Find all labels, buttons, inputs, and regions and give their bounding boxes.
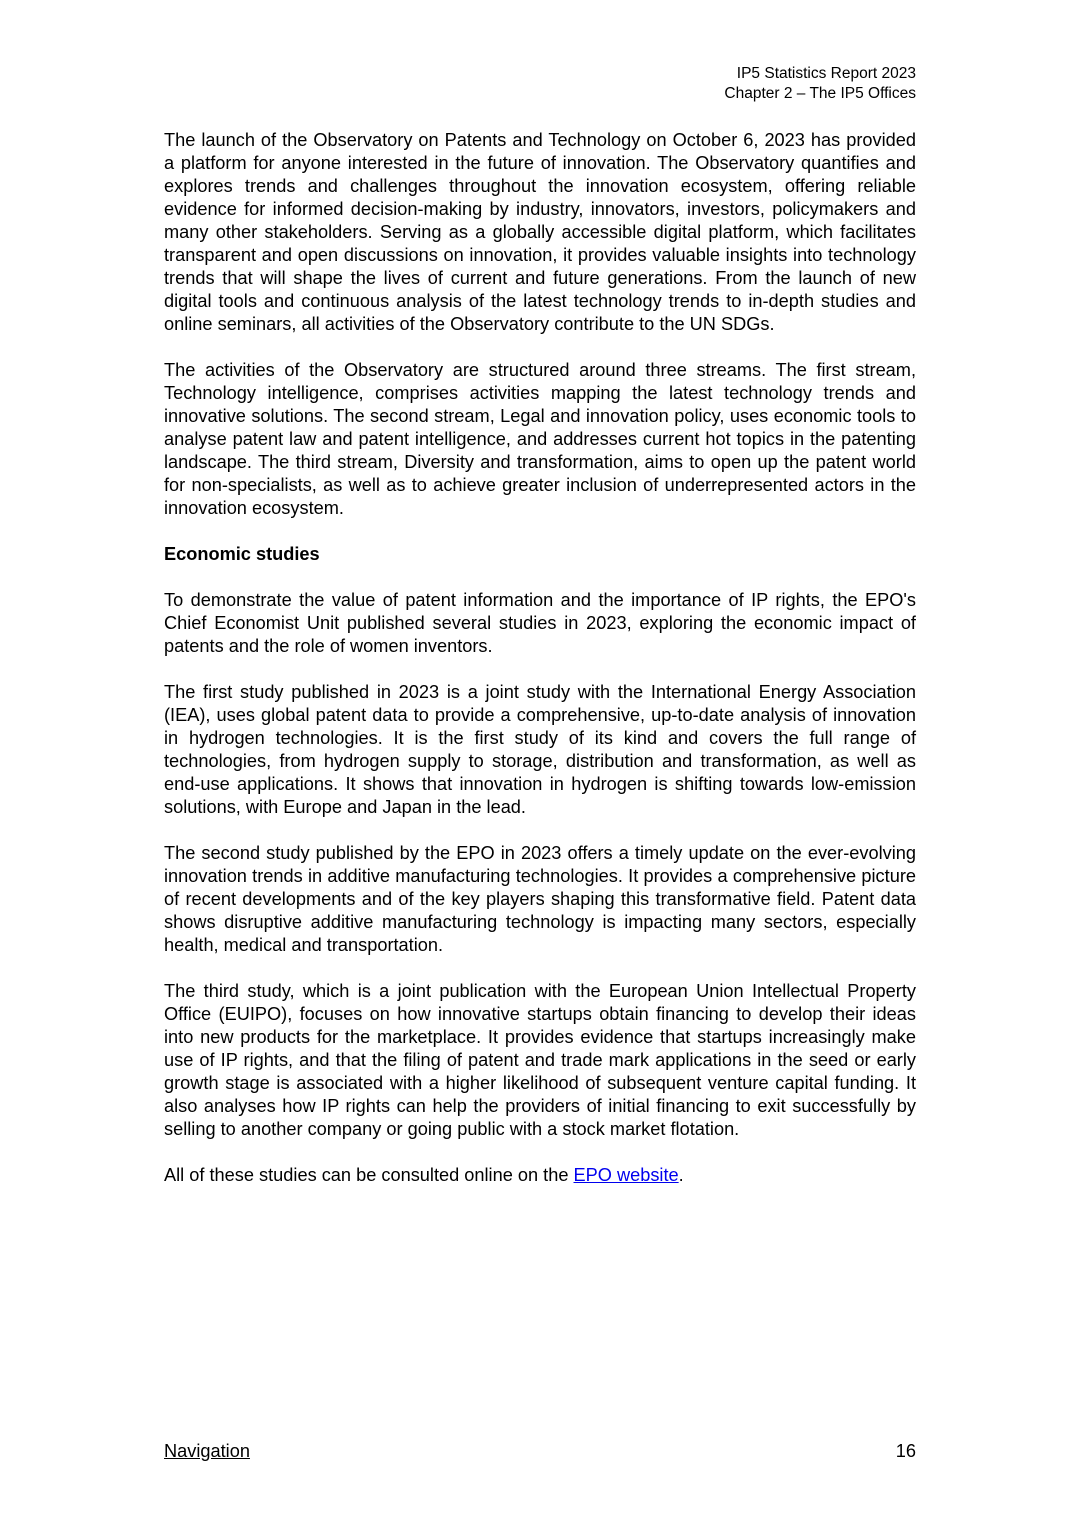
main-content: [164, 129, 916, 1210]
running-header: [724, 64, 916, 104]
paragraph-economic-intro: To demonstrate the value of patent information and the importance of IP rights, the EPO's Chief Economist Unit published several studies in 2023, exploring the economic impact of patents and the role of women inventors.: [164, 590, 916, 656]
paragraph-observatory-launch: The launch of the Observatory on Patents and Technology on October 6, 2023 has provided a platform for anyone interested in the future of innovation. The Observatory quantifies and explores trends and challenges throughout the innovation ecosystem, offering reliable evidence for informed decision-making by industry, innovators, investors, policymakers and many other stakeholders. Serving as a globally accessible digital platform, which facilitates transparent and open discussions on innovation, it provides valuable insights into technology trends that will shape the lives of current and future generations. From the launch of new digital tools and continuous analysis of the latest technology trends to in-depth studies and online seminars, all activities of the Observatory contribute to the UN SDGs.: [164, 130, 916, 334]
report-title: IP5 Statistics Report 2023: [736, 65, 916, 82]
navigation-link[interactable]: Navigation: [164, 1441, 250, 1461]
paragraph-observatory-streams: The activities of the Observatory are structured around three streams. The first stream, Technology intelligence, comprises activities mapping the latest technology trends and innovative solutions. The second stream, Legal and innovation policy, uses economic tools to analyse patent law and patent intelligence, and addresses current hot topics in the patenting landscape. The third stream, Diversity and transformation, aims to open up the patent world for non-specialists, as well as to achieve greater inclusion of underrepresented actors in the innovation ecosystem.: [164, 360, 916, 518]
closing-end: .: [678, 1165, 684, 1185]
paragraph-first-study: The first study published in 2023 is a joint study with the International Energy Association (IEA), uses global patent data to provide a comprehensive, up-to-date analysis of innovation in hydrogen technologies. It is the first study of its kind and covers the full range of technologies, from hydrogen supply to storage, distribution and transformation, as well as end-use applications. It shows that innovation in hydrogen is shifting towards low-emission solutions, with Europe and Japan in the lead.: [164, 682, 916, 817]
epo-website-link[interactable]: EPO website: [573, 1165, 679, 1185]
chapter-title: Chapter 2 – The IP5 Offices: [724, 85, 916, 102]
section-heading-economic-studies: Economic studies: [164, 544, 320, 564]
closing-text: All of these studies can be consulted online on the: [164, 1165, 574, 1185]
paragraph-closing: [164, 1164, 916, 1187]
page-number: 16: [895, 1441, 916, 1461]
paragraph-third-study: The third study, which is a joint publication with the European Union Intellectual Property Office (EUIPO), focuses on how innovative startups obtain financing to develop their ideas into new products for the marketplace. It provides evidence that startups increasingly make use of IP rights, and that the filing of patent and trade mark applications in the seed or early growth stage is associated with a higher likelihood of subsequent venture capital funding. It also analyses how IP rights can help the providers of initial financing to exit successfully by selling to another company or going public with a stock market flotation.: [164, 981, 916, 1139]
paragraph-second-study: The second study published by the EPO in 2023 offers a timely update on the ever-evolving innovation trends in additive manufacturing technologies. It provides a comprehensive picture of recent developments and of the key players shaping this transformative field. Patent data shows disruptive additive manufacturing technology is impacting many sectors, especially health, medical and transportation.: [164, 843, 916, 955]
